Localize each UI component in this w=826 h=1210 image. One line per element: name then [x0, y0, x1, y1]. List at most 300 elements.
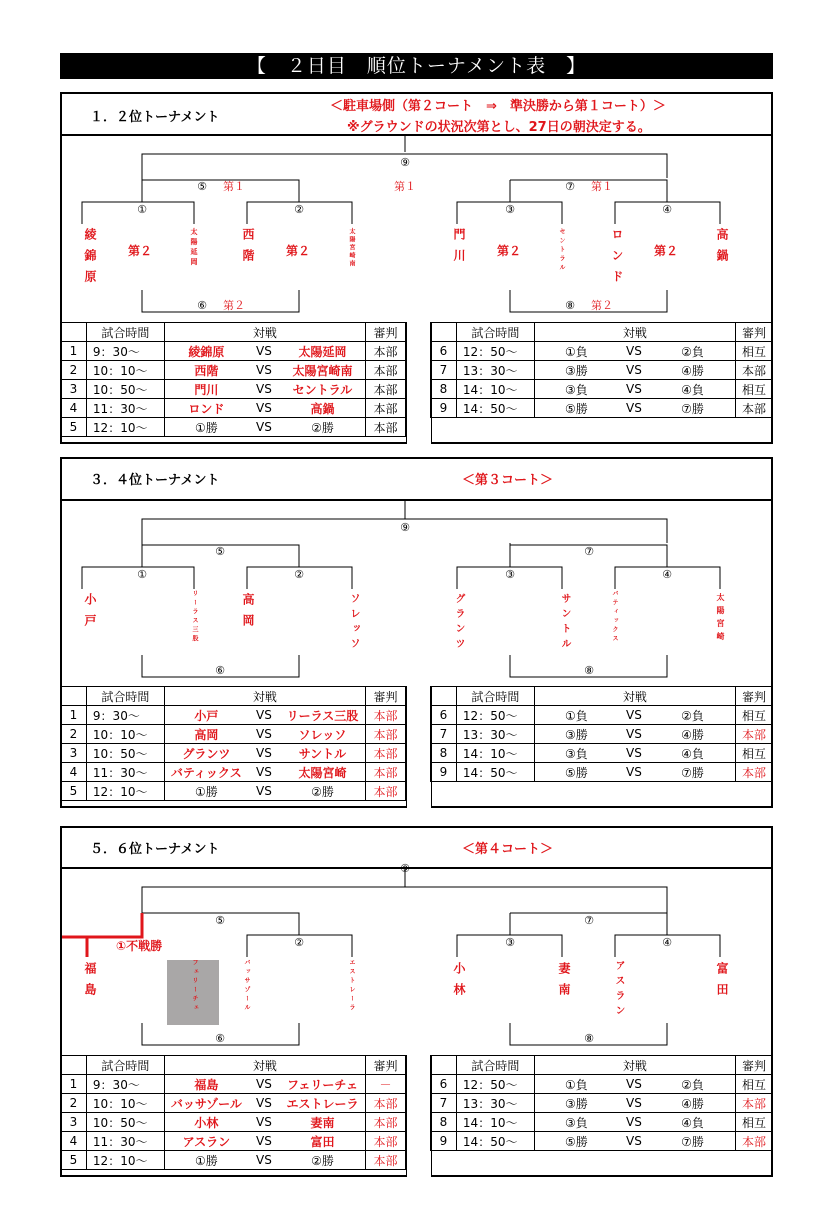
semi-match-number: ⑦: [584, 545, 594, 558]
section-title: ３．４位トーナメント: [90, 473, 220, 488]
match-number: 6: [431, 1075, 457, 1094]
match-time: 11：30～: [86, 763, 164, 782]
team-b: ②勝: [280, 1151, 366, 1170]
team-a: ①負: [534, 342, 618, 361]
schedule-table-left: [60, 322, 406, 437]
first-match-number: ③: [505, 568, 515, 581]
team-a: バティックス: [164, 763, 248, 782]
team-name: 門川: [452, 228, 466, 270]
first-match-number: ③: [505, 936, 515, 949]
court-note: ＜第４コート＞: [462, 842, 554, 857]
vs-label: VS: [248, 782, 280, 801]
final-court: 第１: [394, 180, 416, 193]
schedule-table-right: [430, 322, 773, 437]
page-title: 【 ２日目 順位トーナメント表 】: [60, 53, 773, 79]
header-cell: 対戦: [534, 323, 735, 342]
vs-label: VS: [248, 399, 280, 418]
table-row: [431, 744, 773, 763]
match-number: 4: [61, 1132, 87, 1151]
section-title: １．２位トーナメント: [90, 110, 220, 125]
second-label: 第２: [128, 244, 153, 258]
second-label: 第２: [654, 244, 679, 258]
referee: 本部: [366, 763, 406, 782]
team-name: 太陽宮崎南: [348, 228, 355, 268]
vs-label: VS: [248, 706, 280, 725]
vs-label: VS: [248, 1075, 280, 1094]
table-row: [61, 706, 406, 725]
team-b: 太陽宮崎南: [280, 361, 366, 380]
third-court: 第２: [591, 299, 613, 312]
header-cell: 試合時間: [86, 323, 164, 342]
table-row: [61, 763, 406, 782]
header-cell: 対戦: [534, 687, 735, 706]
team-b: 妻南: [280, 1113, 366, 1132]
match-time: 11：30～: [86, 399, 164, 418]
team-a: アスラン: [164, 1132, 248, 1151]
header-cell: 対戦: [534, 1056, 735, 1075]
referee: 本部: [736, 1094, 773, 1113]
header-cell: 試合時間: [456, 1056, 534, 1075]
team-a: 高岡: [164, 725, 248, 744]
referee: －: [366, 1075, 406, 1094]
first-match-number: ④: [662, 203, 672, 216]
team-name: エストレーラ: [348, 959, 355, 1013]
team-name: 綾錦原: [83, 228, 97, 291]
section-header: [62, 828, 771, 869]
vs-label: VS: [618, 706, 650, 725]
match-number: 7: [431, 1094, 457, 1113]
match-number: 3: [61, 380, 87, 399]
table-row: [61, 1094, 406, 1113]
table-row: [431, 380, 773, 399]
match-number: 5: [61, 1151, 87, 1170]
team-b: 太陽宮崎: [280, 763, 366, 782]
referee: 本部: [366, 342, 406, 361]
third-match-number: ⑥: [215, 1032, 225, 1045]
semi-match-number: ⑦: [584, 914, 594, 927]
header-cell: 試合時間: [86, 687, 164, 706]
third-match-number: ⑧: [584, 664, 594, 677]
table-divider: [406, 322, 432, 444]
vs-label: VS: [618, 380, 650, 399]
table-row-empty: [431, 782, 773, 801]
team-b: ソレッソ: [280, 725, 366, 744]
referee: 本部: [736, 725, 773, 744]
table-row: [431, 725, 773, 744]
team-b: ④勝: [650, 725, 736, 744]
table-row: [431, 1132, 773, 1151]
table-row: [61, 1113, 406, 1132]
referee: 相互: [736, 1075, 773, 1094]
team-a: ③負: [534, 380, 618, 399]
match-time: 10：10～: [86, 725, 164, 744]
team-b: ④勝: [650, 1094, 736, 1113]
team-a: ⑤勝: [534, 399, 618, 418]
table-row: [431, 342, 773, 361]
third-match-number: ⑥: [215, 664, 225, 677]
referee: 本部: [366, 380, 406, 399]
team-a: グランツ: [164, 744, 248, 763]
team-name: サントル: [559, 593, 570, 653]
match-number: 1: [61, 706, 87, 725]
vs-label: VS: [618, 1094, 650, 1113]
referee: 相互: [736, 744, 773, 763]
team-name: フェリーチェ: [191, 959, 198, 1013]
vs-label: VS: [248, 1151, 280, 1170]
team-name: バティックス: [611, 590, 618, 644]
team-name: セントラル: [558, 228, 565, 273]
vs-label: VS: [248, 418, 280, 437]
semi-match-number: ⑤: [215, 545, 225, 558]
team-b: 太陽延岡: [280, 342, 366, 361]
table-header-row: [431, 1056, 773, 1075]
vs-label: VS: [248, 380, 280, 399]
schedule-table-left: [60, 686, 406, 801]
table-row: [61, 418, 406, 437]
team-a: ①勝: [164, 418, 248, 437]
second-label: 第２: [497, 244, 522, 258]
header-cell: 対戦: [164, 323, 365, 342]
table-row: [431, 763, 773, 782]
referee: 相互: [736, 342, 773, 361]
first-match-number: ③: [505, 203, 515, 216]
vs-label: VS: [618, 744, 650, 763]
table-header-row: [431, 323, 773, 342]
match-number: 3: [61, 744, 87, 763]
semi-match-number: ⑤: [215, 914, 225, 927]
semi-court: 第１: [591, 180, 613, 193]
referee: 本部: [366, 744, 406, 763]
team-name: アスラン: [613, 960, 624, 1020]
table-row: [431, 706, 773, 725]
match-time: 11：30～: [86, 1132, 164, 1151]
team-a: 西階: [164, 361, 248, 380]
match-time: 12：10～: [86, 782, 164, 801]
match-number: 2: [61, 725, 87, 744]
table-row: [431, 361, 773, 380]
match-number: 8: [431, 744, 457, 763]
team-a: ロンド: [164, 399, 248, 418]
referee: 本部: [366, 1132, 406, 1151]
table-row: [61, 342, 406, 361]
vs-label: VS: [248, 1132, 280, 1151]
team-a: ③負: [534, 744, 618, 763]
match-time: 12：50～: [456, 1075, 534, 1094]
vs-label: VS: [248, 1113, 280, 1132]
match-number: 4: [61, 399, 87, 418]
team-name: 小林: [452, 962, 466, 1004]
schedule-table-right: [430, 686, 773, 801]
match-time: 10：50～: [86, 380, 164, 399]
semi-match-number: ⑤: [197, 180, 207, 193]
team-a: 門川: [164, 380, 248, 399]
referee: 本部: [366, 782, 406, 801]
header-cell: [431, 687, 457, 706]
vs-label: VS: [618, 342, 650, 361]
team-b: ②勝: [280, 418, 366, 437]
header-cell: [431, 323, 457, 342]
match-number: 6: [431, 342, 457, 361]
final-match-number: ⑨: [400, 862, 410, 875]
team-name: 太陽宮崎: [716, 593, 725, 645]
vs-label: VS: [618, 361, 650, 380]
team-a: ③負: [534, 1113, 618, 1132]
team-b: ④勝: [650, 361, 736, 380]
team-b: 高鍋: [280, 399, 366, 418]
team-b: ②負: [650, 342, 736, 361]
team-b: ②負: [650, 1075, 736, 1094]
vs-label: VS: [248, 763, 280, 782]
match-number: 9: [431, 399, 457, 418]
final-match-number: ⑨: [400, 156, 410, 169]
match-number: 2: [61, 361, 87, 380]
vs-label: VS: [618, 1132, 650, 1151]
header-cell: 審判: [366, 687, 406, 706]
table-divider: [406, 1055, 432, 1177]
vs-label: VS: [248, 744, 280, 763]
team-a: 小林: [164, 1113, 248, 1132]
team-name: バッサゾール: [243, 959, 250, 1013]
referee: 本部: [736, 763, 773, 782]
team-a: ①勝: [164, 1151, 248, 1170]
section-4th-place: [60, 457, 773, 808]
team-b: ⑦勝: [650, 399, 736, 418]
referee: 本部: [366, 361, 406, 380]
match-time: 13：30～: [456, 725, 534, 744]
team-name: 小戸: [83, 593, 97, 635]
table-header-row: [61, 687, 406, 706]
match-number: 5: [61, 782, 87, 801]
team-name: 富田: [715, 962, 729, 1004]
court-note: ＜駐車場側（第２コート ⇒ 準決勝から第１コート）＞: [330, 99, 666, 114]
match-number: 7: [431, 725, 457, 744]
table-row: [61, 725, 406, 744]
team-a: ①負: [534, 706, 618, 725]
team-name: ロンド: [610, 228, 624, 291]
vs-label: VS: [618, 763, 650, 782]
first-match-number: ①: [137, 203, 147, 216]
table-row: [61, 380, 406, 399]
team-b: セントラル: [280, 380, 366, 399]
header-cell: 試合時間: [86, 1056, 164, 1075]
team-a: ⑤勝: [534, 1132, 618, 1151]
table-row: [61, 744, 406, 763]
first-match-number: ④: [662, 936, 672, 949]
section-header: [62, 94, 771, 136]
first-match-number: ②: [294, 568, 304, 581]
team-b: サントル: [280, 744, 366, 763]
team-name: 妻南: [557, 962, 571, 1004]
team-b: ②勝: [280, 782, 366, 801]
vs-label: VS: [618, 399, 650, 418]
team-b: フェリーチェ: [280, 1075, 366, 1094]
table-row: [431, 1113, 773, 1132]
team-name: ソレッソ: [348, 593, 359, 653]
match-number: 8: [431, 380, 457, 399]
team-b: エストレーラ: [280, 1094, 366, 1113]
table-row: [61, 1132, 406, 1151]
team-name: 高鍋: [715, 228, 729, 270]
semi-match-number: ⑦: [565, 180, 575, 193]
team-a: ⑤勝: [534, 763, 618, 782]
match-number: 6: [431, 706, 457, 725]
team-name: グランツ: [453, 593, 464, 653]
team-name: 福島: [83, 962, 97, 1004]
header-cell: 対戦: [164, 687, 365, 706]
referee: 本部: [366, 725, 406, 744]
referee: 本部: [366, 706, 406, 725]
section-2nd-place: [60, 92, 773, 444]
semi-court: 第１: [223, 180, 245, 193]
table-row: [61, 1075, 406, 1094]
match-time: 10：10～: [86, 361, 164, 380]
table-row-empty: [431, 1151, 773, 1170]
section-header: [62, 459, 771, 501]
team-b: 富田: [280, 1132, 366, 1151]
vs-label: VS: [618, 1113, 650, 1132]
team-name: 西階: [241, 228, 255, 270]
header-cell: [61, 323, 87, 342]
third-court: 第２: [223, 299, 245, 312]
match-number: 1: [61, 1075, 87, 1094]
header-cell: 審判: [736, 323, 773, 342]
table-header-row: [61, 1056, 406, 1075]
team-a: ①勝: [164, 782, 248, 801]
vs-label: VS: [248, 1094, 280, 1113]
bracket-lines: [62, 869, 771, 1059]
match-number: 9: [431, 1132, 457, 1151]
header-cell: [61, 1056, 87, 1075]
team-name: 高岡: [241, 593, 255, 635]
team-a: ③勝: [534, 725, 618, 744]
team-b: リーラス三股: [280, 706, 366, 725]
team-a: 福島: [164, 1075, 248, 1094]
vs-label: VS: [248, 342, 280, 361]
first-match-number: ④: [662, 568, 672, 581]
match-number: 2: [61, 1094, 87, 1113]
team-b: ④負: [650, 744, 736, 763]
match-time: 10：50～: [86, 1113, 164, 1132]
team-name: リーラス三股: [191, 590, 198, 644]
match-time: 12：10～: [86, 418, 164, 437]
match-time: 10：50～: [86, 744, 164, 763]
match-number: 5: [61, 418, 87, 437]
vs-label: VS: [618, 725, 650, 744]
referee: 本部: [366, 418, 406, 437]
match-time: 14：10～: [456, 1113, 534, 1132]
match-number: 7: [431, 361, 457, 380]
table-header-row: [61, 323, 406, 342]
table-row: [61, 361, 406, 380]
match-time: 13：30～: [456, 1094, 534, 1113]
header-cell: 審判: [366, 1056, 406, 1075]
match-number: 4: [61, 763, 87, 782]
header-cell: 試合時間: [456, 687, 534, 706]
match-number: 8: [431, 1113, 457, 1132]
team-b: ⑦勝: [650, 1132, 736, 1151]
table-row: [61, 399, 406, 418]
referee: 本部: [736, 361, 773, 380]
table-row: [61, 1151, 406, 1170]
match-number: 9: [431, 763, 457, 782]
match-time: 9：30～: [86, 706, 164, 725]
match-number: 1: [61, 342, 87, 361]
schedule-table-right: [430, 1055, 773, 1170]
header-cell: [61, 687, 87, 706]
header-cell: 審判: [366, 323, 406, 342]
team-a: ③勝: [534, 361, 618, 380]
court-note: ＜第３コート＞: [462, 473, 554, 488]
first-match-number: ②: [294, 936, 304, 949]
final-match-number: ⑨: [400, 521, 410, 534]
match-number: 3: [61, 1113, 87, 1132]
referee: 本部: [366, 399, 406, 418]
referee: 本部: [736, 1132, 773, 1151]
match-time: 9：30～: [86, 342, 164, 361]
first-match-number: ①: [137, 568, 147, 581]
match-time: 10：10～: [86, 1094, 164, 1113]
match-time: 14：50～: [456, 763, 534, 782]
header-cell: 審判: [736, 1056, 773, 1075]
table-row-empty: [431, 418, 773, 437]
match-time: 12：50～: [456, 342, 534, 361]
team-a: 綾錦原: [164, 342, 248, 361]
match-time: 12：50～: [456, 706, 534, 725]
match-time: 14：50～: [456, 399, 534, 418]
header-cell: 対戦: [164, 1056, 365, 1075]
third-match-number: ⑧: [565, 299, 575, 312]
team-b: ⑦勝: [650, 763, 736, 782]
header-cell: 審判: [736, 687, 773, 706]
match-time: 9：30～: [86, 1075, 164, 1094]
match-time: 13：30～: [456, 361, 534, 380]
match-time: 14：10～: [456, 380, 534, 399]
team-a: ①負: [534, 1075, 618, 1094]
team-a: ③勝: [534, 1094, 618, 1113]
table-row: [431, 1075, 773, 1094]
team-b: ④負: [650, 380, 736, 399]
team-b: ④負: [650, 1113, 736, 1132]
walkover-label: ①不戦勝: [116, 939, 163, 953]
team-a: バッサゾール: [164, 1094, 248, 1113]
referee: 相互: [736, 380, 773, 399]
bracket-lines: [62, 136, 771, 326]
decision-note: ※グラウンドの状況次第とし、27日の朝決定する。: [347, 120, 651, 135]
third-match-number: ⑥: [197, 299, 207, 312]
referee: 相互: [736, 706, 773, 725]
table-header-row: [431, 687, 773, 706]
referee: 本部: [366, 1151, 406, 1170]
section-title: ５．６位トーナメント: [90, 842, 220, 857]
second-label: 第２: [286, 244, 311, 258]
team-a: 小戸: [164, 706, 248, 725]
section-6th-place: [60, 826, 773, 1177]
table-divider: [406, 686, 432, 808]
team-name: 太陽延岡: [190, 228, 198, 268]
schedule-table-left: [60, 1055, 406, 1170]
table-row: [431, 399, 773, 418]
vs-label: VS: [248, 361, 280, 380]
referee: 本部: [736, 399, 773, 418]
team-b: ②負: [650, 706, 736, 725]
match-time: 14：10～: [456, 744, 534, 763]
table-row: [61, 782, 406, 801]
header-cell: 試合時間: [456, 323, 534, 342]
match-time: 14：50～: [456, 1132, 534, 1151]
bracket-lines: [62, 501, 771, 691]
referee: 本部: [366, 1094, 406, 1113]
vs-label: VS: [618, 1075, 650, 1094]
